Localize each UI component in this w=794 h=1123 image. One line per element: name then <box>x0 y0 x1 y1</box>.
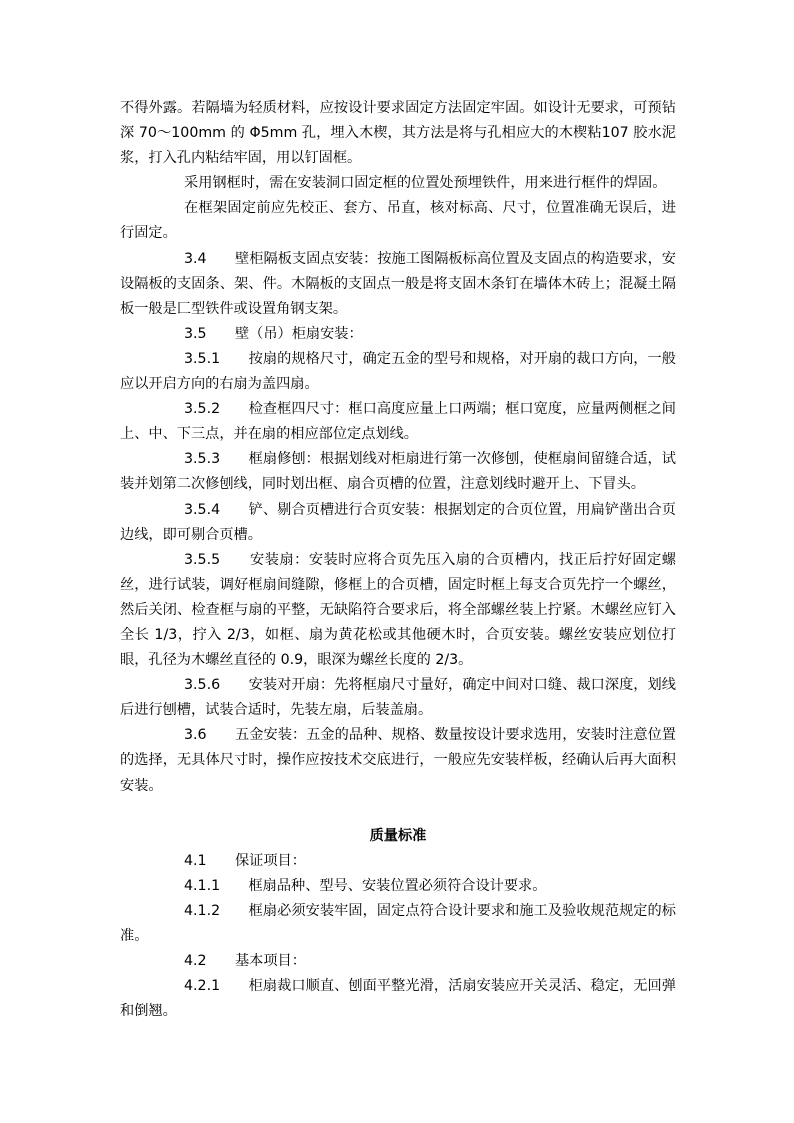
paragraph-3-5: 3.5 壁（吊）柜扇安装： <box>184 325 363 342</box>
paragraph-4-1-2: 4.1.2 框扇必须安装牢固，固定点符合设计要求和施工及验收规范规定的标准。 <box>120 902 676 944</box>
paragraph-frame-calibration: 在框架固定前应先校正、套方、吊直，核对标高、尺寸，位置准确无误后，进行固定。 <box>120 200 676 242</box>
paragraph-4-2: 4.2 基本项目： <box>184 953 306 970</box>
paragraph-4-1: 4.1 保证项目： <box>184 852 306 869</box>
paragraph-4-1-1: 4.1.1 框扇品种、型号、安装位置必须符合设计要求。 <box>184 877 547 894</box>
paragraph-3-5-5: 3.5.5 安装扇：安装时应将合页先压入扇的合页槽内，找正后拧好固定螺丝，进行试装，调好框扇间缝隙，修框上的合页槽，固定时框上每支合页先拧一个螺丝，然后关闭、检查框与扇的平整，无缺陷符合要求后，将全部螺丝装上拧紧。木螺丝应钉入全长 1/3，拧入 2/3，如框、扇为黄花松或其他硬木时，合页安装。螺丝安装应划位打眼，孔径为木螺丝直径的 0.9，眼深为螺丝长度的 2/3。 <box>120 551 676 669</box>
paragraph-3-5-1: 3.5.1 按扇的规格尺寸，确定五金的型号和规格，对开扇的裁口方向，一般应以开启方向的右扇为盖四扇。 <box>120 350 676 393</box>
paragraph-3-5-2: 3.5.2 检查框四尺寸：框口高度应量上口两端；框口宽度，应量两侧框之间上、中、下三点，并在扇的相应部位定点划线。 <box>120 401 676 443</box>
paragraph-4-2-1: 4.2.1 柜扇裁口顺直、刨面平整光滑，活扇安装应开关灵活、稳定，无回弹和倒翘。 <box>120 978 676 1020</box>
paragraph-wall-fixing: 不得外露。若隔墙为轻质材料，应按设计要求固定方法固定牢固。如设计无要求，可预钻深 70～100mm 的 Φ5mm 孔，埋入木楔，其方法是将与孔相应大的木楔粘107 胶水泥浆，打入孔内粘结牢固，用以钉固框。 <box>120 100 676 167</box>
paragraph-3-5-3: 3.5.3 框扇修刨：根据划线对柜扇进行第一次修刨，使框扇间留缝合适，试装并划第二次修刨线，同时划出框、扇合页槽的位置，注意划线时避开上、下冒头。 <box>120 451 676 493</box>
paragraph-3-6: 3.6 五金安装：五金的品种、规格、数量按设计要求选用，安装时注意位置的选择，无具体尺寸时，操作应按技术交底进行，一般应先安装样板，经确认后再大面积安装。 <box>120 727 676 794</box>
document-body <box>120 96 676 1024</box>
section-spacer <box>120 799 676 824</box>
paragraph-3-4: 3.4 壁柜隔板支固点安装：按施工图隔板标高位置及支固点的构造要求，安设隔板的支固条、架、件。木隔板的支固点一般是将支固木条钉在墙体木砖上；混凝土隔板一般是匚型铁件或设置角钢支架。 <box>120 250 676 317</box>
paragraph-3-5-6: 3.5.6 安装对开扇：先将框扇尺寸量好，确定中间对口缝、裁口深度，划线后进行刨槽，试装合适时，先装左扇，后装盖扇。 <box>120 677 676 719</box>
section-heading-quality-standard: 质量标准 <box>369 827 427 844</box>
paragraph-steel-frame: 采用钢框时，需在安装洞口固定框的位置处预埋铁件，用来进行框件的焊固。 <box>184 175 667 192</box>
paragraph-3-5-4: 3.5.4 铲、剔合页槽进行合页安装：根据划定的合页位置，用扁铲凿出合页边线，即可剔合页槽。 <box>120 501 676 543</box>
